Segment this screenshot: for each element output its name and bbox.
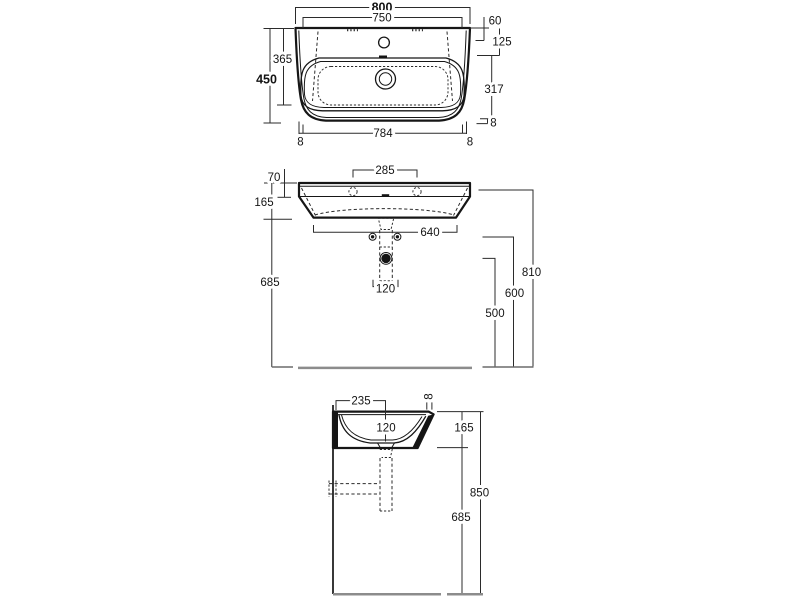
dim-body-height-side: 165: [454, 422, 474, 435]
front-view: [254, 165, 541, 368]
tap-hole-hidden-right: [413, 188, 421, 196]
waste-outlet-inner: [379, 73, 391, 85]
dim-bowl-depth: 365: [272, 54, 293, 66]
side-view-dimensions: [333, 393, 489, 594]
overflow-slot: [379, 56, 387, 59]
waste-funnel-hidden: [378, 218, 393, 229]
hidden-edge-right: [447, 32, 453, 102]
top-view: [256, 1, 512, 149]
dim-apron-height: 70: [267, 172, 281, 184]
dim-underside-to-floor-side: 685: [451, 512, 471, 524]
dim-overall-width: 800: [371, 0, 393, 15]
hidden-edge-left: [313, 32, 319, 102]
top-view-dimensions: [256, 1, 512, 149]
dim-rim-edge-offset: 8: [423, 393, 436, 400]
dim-overall-depth: 450: [256, 72, 277, 87]
basin-outline: [296, 28, 471, 121]
dim-rim-height-total: 850: [469, 487, 490, 500]
dim-front-rim: 8: [490, 117, 497, 130]
fixing-bolt-left-center: [371, 235, 374, 238]
side-view: [329, 393, 489, 594]
dim-underside-width-front: 640: [420, 227, 440, 240]
front-view-dimensions: [254, 165, 541, 368]
dim-underside-offset-left: 8: [297, 136, 304, 149]
dim-body-height: 165: [254, 196, 274, 209]
dim-bowl-front-zone: 317: [484, 84, 504, 96]
overflow-mark: [382, 194, 389, 197]
dim-rim-height: 810: [521, 267, 542, 279]
dim-tap-centres: 285: [375, 164, 395, 177]
tap-hole: [379, 37, 390, 48]
dim-waste-pipe-width: 120: [375, 283, 396, 296]
dim-inner-width: 750: [372, 12, 392, 25]
waste-outlet-point: [381, 254, 390, 263]
fixing-bolt-right-center: [396, 235, 399, 238]
trap-funnel-hidden: [380, 450, 392, 458]
dim-wall-to-waste: 235: [351, 395, 371, 408]
dim-outlet-height: 500: [485, 308, 505, 320]
dim-back-to-tap: 60: [488, 15, 502, 28]
tap-hole-hidden-left: [349, 188, 357, 196]
ceramic-section-back: [334, 413, 338, 448]
dim-underside-to-floor: 685: [260, 277, 280, 289]
dim-underside-width: 784: [373, 128, 393, 140]
dim-underside-offset-right: 8: [466, 136, 474, 149]
dim-rim-to-waste-drop: 120: [376, 422, 396, 435]
dim-back-to-bowl: 125: [492, 36, 512, 49]
hidden-bowl-bottom: [315, 209, 454, 215]
bowl-bottom-hidden-edge: [318, 67, 448, 106]
waste-outlet-outer: [376, 69, 396, 89]
dim-bolt-height: 600: [504, 288, 525, 300]
